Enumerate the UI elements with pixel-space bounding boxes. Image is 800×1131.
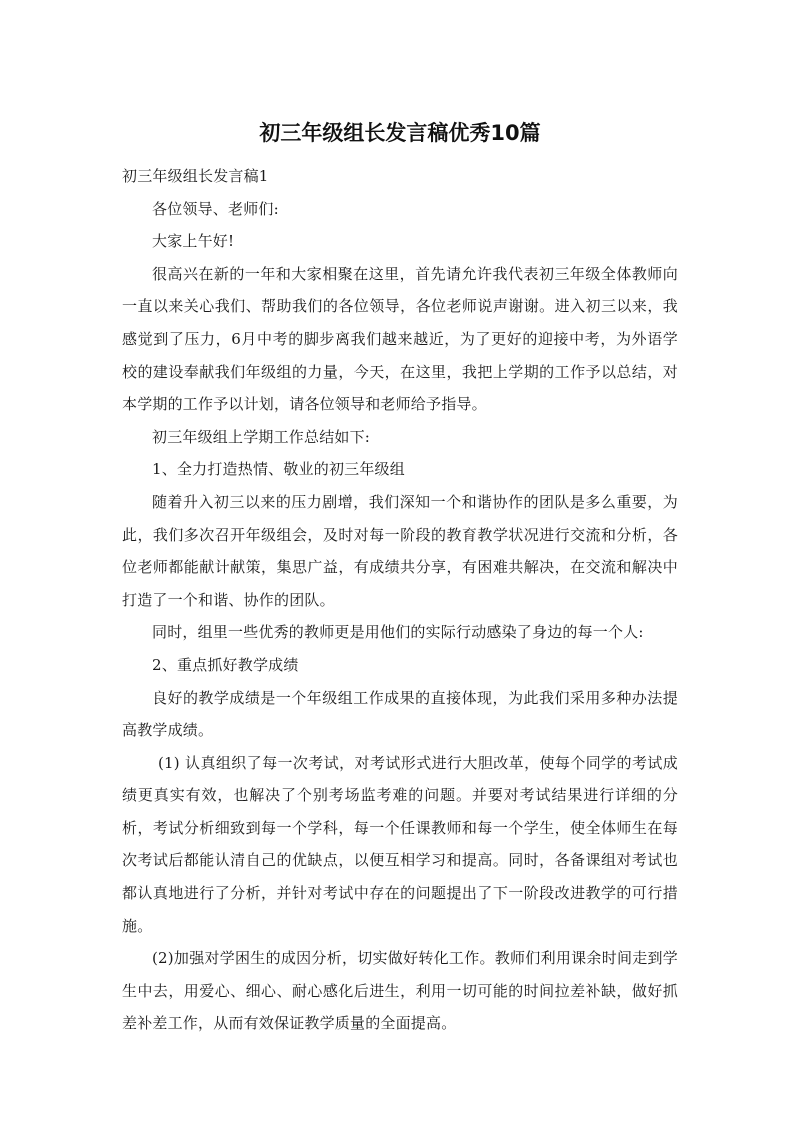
paragraph-greeting: 各位领导、老师们: [152, 199, 279, 218]
paragraph-item-2: (2)加强对学困生的成因分析，切实做好转化工作。教师们利用课余时间走到学生中去，用爱心、细心、耐心感化后进生，利用一切可能的时间拉差补缺，做好抓差补差工作，从而有效保证教学质量的全面提高。 [122, 949, 678, 1033]
paragraph-point-1-heading: 1、全力打造热情、敬业的初三年级组 [152, 460, 405, 479]
paragraph-teachers: 同时，组里一些优秀的教师更是用他们的实际行动感染了身边的每一个人: [152, 623, 644, 642]
paragraph-item-1: (1) 认真组织了每一次考试，对考试形式进行大胆改革，使每个同学的考试成绩更真实有效，也解决了个别考场监考难的问题。并要对考试结果进行详细的分析，考试分析细致到每一个学科，每一个任课教师和每一个学生，使全体师生在每次考试后都能认清自己的优缺点，以便互相学习和提高。同时，各备课组对考试也都认真地进行了分析，并针对考试中存在的问题提出了下一阶段改进教学的可行措施。 [122, 753, 678, 935]
section-heading: 初三年级组长发言稿1 [122, 167, 269, 185]
document-title: 初三年级组长发言稿优秀10篇 [259, 121, 541, 145]
paragraph-point-2-body: 良好的教学成绩是一个年级组工作成果的直接体现，为此我们采用多种办法提高教学成绩。 [122, 688, 678, 740]
paragraph-intro: 很高兴在新的一年和大家相聚在这里，首先请允许我代表初三年级全体教师向一直以来关心我们、帮助我们的各位领导，各位老师说声谢谢。进入初三以来，我感觉到了压力，6月中考的脚步离我们越来越近，为了更好的迎接中考，为外语学校的建设奉献我们年级组的力量，今天，在这里，我把上学期的工作予以总结，对本学期的工作予以计划，请各位领导和老师给予指导。 [122, 264, 678, 414]
document-body [122, 160, 678, 1040]
paragraph-summary-heading: 初三年级组上学期工作总结如下: [152, 427, 371, 446]
paragraph-hello: 大家上午好! [152, 232, 235, 251]
paragraph-point-1-body: 随着升入初三以来的压力剧增，我们深知一个和谐协作的团队是多么重要，为此，我们多次召开年级组会，及时对每一阶段的教育教学状况进行交流和分析，各位老师都能献计献策，集思广益，有成绩共分享，有困难共解决，在交流和解决中打造了一个和谐、协作的团队。 [122, 492, 678, 609]
paragraph-point-2-heading: 2、重点抓好教学成绩 [152, 655, 299, 674]
